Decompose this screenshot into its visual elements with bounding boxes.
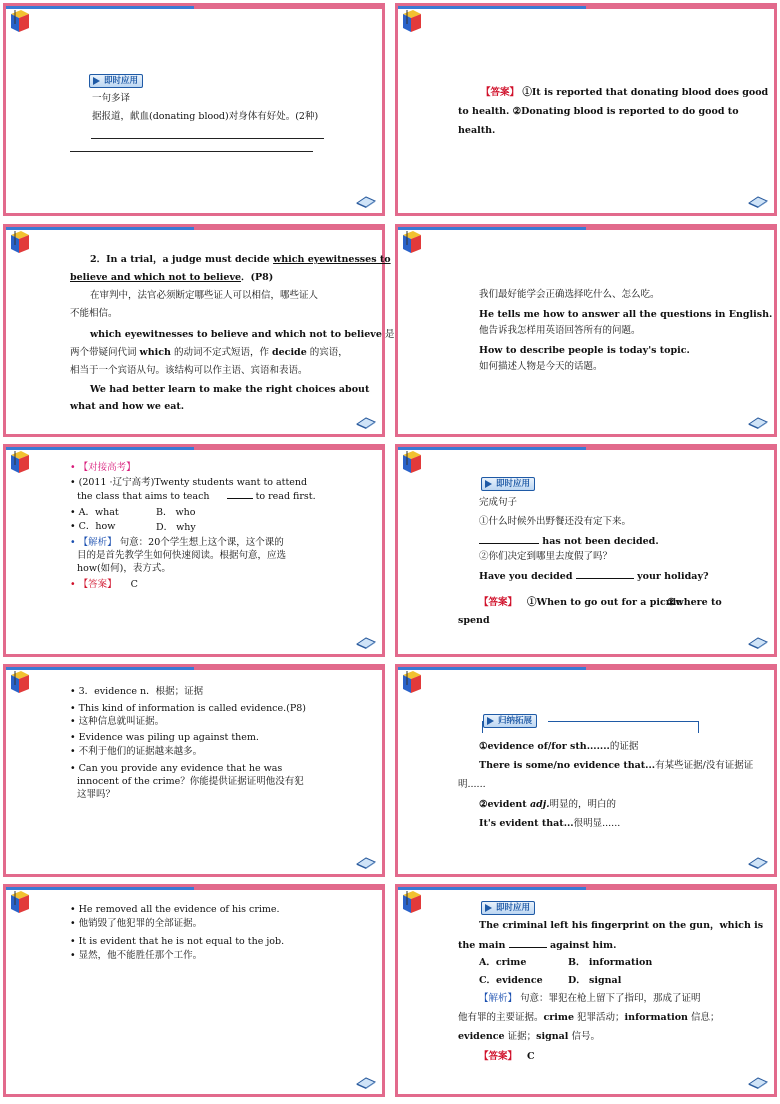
answer-label: 【答案】 [479, 597, 518, 608]
text-line: health. [458, 125, 496, 136]
text-span: 句意：20个学生想上这个课，这个课的 [116, 537, 284, 548]
book-icon[interactable] [356, 855, 376, 869]
text-span: has not been decided. [539, 536, 659, 547]
book-icon[interactable] [748, 1075, 768, 1089]
text-span: It's evident that... [479, 818, 574, 829]
slide-topbar [398, 447, 774, 450]
text-line [479, 569, 709, 583]
cube-logo-icon [9, 229, 31, 255]
slide-topbar [398, 6, 774, 9]
tag-label: 即时应用 [89, 74, 143, 88]
text-line: 不能相信。 [70, 308, 118, 319]
cube-logo-icon [401, 449, 423, 475]
slide-9 [3, 884, 385, 1097]
option: • A．what [70, 507, 119, 518]
text-span: which [139, 347, 171, 358]
text-line [70, 271, 273, 284]
text-span: This kind of information is called evidence.(P8) [78, 703, 306, 714]
text-span: which eyewitnesses to believe and which not to believe [90, 329, 382, 340]
option: C．evidence [479, 975, 543, 986]
text-line: • 【答案】 C [70, 579, 138, 590]
slide-10 [395, 884, 777, 1097]
slide-topbar [6, 227, 382, 230]
text-span: Have you decided [479, 571, 576, 582]
answer-value: C [527, 1051, 535, 1062]
cube-logo-icon [401, 8, 423, 34]
text-span: There is some/no evidence that... [479, 760, 656, 771]
text-line: 我们最好能学会正确选择吃什么、怎么吃。 [479, 289, 660, 300]
text-span: 是 [381, 329, 395, 340]
text-span: 有某些证据/没有证据证 [655, 760, 754, 771]
text-line: • 他销毁了他犯罪的全部证据。 [70, 918, 203, 929]
cube-logo-icon [9, 669, 31, 695]
option: D． signal [568, 975, 622, 986]
slide-7 [3, 664, 385, 877]
text-line [479, 759, 753, 772]
text-line [90, 253, 391, 266]
slide-topbar [6, 447, 382, 450]
text-span: 信号。 [568, 1031, 600, 1042]
text-line: 目的是首先教学生如何快速阅读。根据句意，应选 [77, 550, 287, 561]
text-span: 信息； [687, 1012, 720, 1023]
tag-label: 归纳拓展 [483, 714, 537, 728]
text-line: • 这种信息就叫证据。 [70, 716, 165, 727]
cube-logo-icon [9, 449, 31, 475]
text-span: C．how [78, 521, 116, 532]
book-icon[interactable] [748, 635, 768, 649]
answer-text: ①When to go out for a picnic [526, 597, 683, 608]
option: B． information [568, 957, 653, 968]
text-span: evidence [458, 1031, 505, 1042]
slide-topbar [398, 667, 774, 670]
text-line: how(如何)，表方式。 [77, 563, 171, 574]
text-span: 不利于他们的证据越来越多。 [78, 746, 203, 757]
text-line: We had better learn to make the right choices about [90, 384, 370, 395]
answer-label: 【答案】 [479, 1051, 518, 1062]
text-line: 这罪吗？ [77, 789, 116, 800]
answer-value: C [130, 579, 138, 590]
text-span: crime [543, 1012, 575, 1023]
text-line: He tells me how to answer all the questions in English. [479, 309, 773, 320]
text-line [458, 938, 616, 952]
text-span: ．(P8) [241, 272, 274, 283]
text-line: 明...... [458, 779, 486, 790]
text-span: He removed all the evidence of his crime. [78, 904, 280, 915]
text-span: 很明显...... [573, 818, 621, 829]
text-span: decide [271, 347, 307, 358]
text-span: 2．In a trial，a judge must decide [90, 254, 274, 265]
option: D． why [156, 522, 196, 533]
text-line [458, 1030, 600, 1043]
book-icon[interactable] [356, 635, 376, 649]
text-span: 这种信息就叫证据。 [78, 716, 165, 727]
text-span: information [624, 1012, 688, 1023]
tag-label: 即时应用 [481, 477, 535, 491]
text-line: innocent of the crime？你能提供证据证明他没有犯 [77, 776, 304, 787]
text-line: • Can you provide any evidence that he was [70, 763, 283, 774]
text-line: 相当于一个宾语从句。该结构可以作主语、宾语和表语。 [70, 365, 308, 376]
text-span: 证据； [504, 1031, 537, 1042]
text-span: 的宾语， [306, 347, 348, 358]
text-line [479, 992, 701, 1005]
text-span: to read first. [252, 491, 316, 502]
text-line: 据报道，献血(donating blood)对身体有好处。(2种) [92, 111, 319, 122]
text-span: ①evidence of/for sth....... [479, 741, 610, 752]
text-span: adj. [529, 799, 550, 810]
text-span: 3．evidence n．根据；证据 [78, 686, 204, 697]
text-span: your holiday? [633, 571, 709, 582]
text-line: • (2011 ·辽宁高考)Twenty students want to attend [70, 477, 308, 488]
answer-text: ①It is reported that donating blood does good [522, 87, 769, 98]
slide-topbar [6, 887, 382, 890]
text-line [458, 1011, 719, 1024]
book-icon[interactable] [748, 415, 768, 429]
slide-3 [3, 224, 395, 437]
analysis-label: 【解析】 [78, 537, 117, 548]
text-line [479, 596, 682, 609]
text-line: ②where to [667, 597, 722, 608]
text-line: How to describe people is today's topic. [479, 345, 690, 356]
analysis-label: 【解析】 [479, 993, 518, 1004]
bracket-line [548, 721, 698, 722]
book-icon[interactable] [356, 415, 376, 429]
slide-4 [395, 224, 777, 437]
text-span: 明显的，明白的 [549, 799, 617, 810]
text-span: the main [458, 940, 509, 951]
option: A．crime [479, 957, 527, 968]
text-span: 显然，他不能胜任那个工作。 [78, 950, 203, 961]
text-span: Can you provide any evidence that he was [78, 763, 283, 774]
text-line: spend [458, 615, 490, 626]
text-line: 完成句子 [479, 497, 518, 508]
slide-1 [3, 3, 385, 216]
text-span: Evidence was piling up against them. [78, 732, 259, 743]
cube-logo-icon [9, 8, 31, 34]
text-line: • This kind of information is called evidence.(P8) [70, 703, 306, 714]
text-line: • 不利于他们的证据越来越多。 [70, 746, 203, 757]
bracket-tick [698, 721, 699, 733]
slide-topbar [6, 6, 382, 9]
text-line: • 3．evidence n．根据；证据 [70, 686, 204, 697]
text-span: the class that aims to teach [77, 491, 213, 502]
text-span: 两个带疑问代词 [70, 347, 140, 358]
text-line: ①什么时候外出野餐还没有定下来。 [479, 516, 632, 527]
book-icon[interactable] [356, 194, 376, 208]
text-span: (2011 ·辽宁高考)Twenty students want to attend [78, 477, 308, 488]
slide-5 [3, 444, 385, 657]
text-span: believe and which not to believe [70, 272, 242, 283]
text-span: 的动词不定式短语，作 [170, 347, 272, 358]
text-span: 犯罪活动； [574, 1012, 625, 1023]
book-icon[interactable] [748, 855, 768, 869]
text-span: A．what [78, 507, 119, 518]
text-span: 句意：罪犯在枪上留下了指印，那成了证明 [517, 993, 701, 1004]
text-line: 如何描述人物是今天的话题。 [479, 361, 603, 372]
text-span: which eyewitnesses to [273, 254, 391, 265]
text-line: • 显然，他不能胜任那个工作。 [70, 950, 203, 961]
text-line [481, 86, 768, 99]
text-line: 一句多译 [92, 93, 131, 104]
text-line [479, 817, 620, 830]
slide-topbar [398, 887, 774, 890]
text-span: 【对接高考】 [78, 462, 136, 473]
text-span: against him. [546, 940, 617, 951]
option: B． who [156, 507, 196, 518]
answer-line [91, 138, 324, 139]
blank-line [509, 938, 547, 948]
book-icon[interactable] [356, 1075, 376, 1089]
text-span: 的证据 [609, 741, 639, 752]
text-span: 他有罪的主要证据。 [458, 1012, 544, 1023]
text-line: 他告诉我怎样用英语回答所有的问题。 [479, 325, 641, 336]
text-span: signal [536, 1031, 569, 1042]
cube-logo-icon [401, 889, 423, 915]
answer-label: 【答案】 [481, 87, 520, 98]
blank-line [576, 569, 634, 579]
text-line [90, 328, 394, 341]
cube-logo-icon [9, 889, 31, 915]
answer-label: 【答案】 [78, 579, 117, 590]
text-line [479, 740, 638, 753]
text-span: ②evident [479, 799, 530, 810]
slide-topbar [6, 667, 382, 670]
bracket-tick [482, 721, 483, 733]
text-line: to health. ②Donating blood is reported to do good to [458, 106, 739, 117]
heading: • 【对接高考】 [70, 462, 136, 473]
slide-2 [395, 3, 777, 216]
tag-label: 即时应用 [481, 901, 535, 915]
slide-8 [395, 664, 777, 877]
text-line: The criminal left his fingerprint on the gun，which is [479, 920, 764, 931]
blank-line [479, 534, 539, 544]
cube-logo-icon [401, 229, 423, 255]
text-line [479, 798, 616, 811]
text-span: It is evident that he is not equal to the job. [78, 936, 285, 947]
slide-6 [395, 444, 777, 657]
text-line: • Evidence was piling up against them. [70, 732, 259, 743]
text-line: • 【解析】 句意：20个学生想上这个课，这个课的 [70, 537, 284, 548]
text-line: what and how we eat. [70, 401, 185, 412]
text-line: ②你们决定到哪里去度假了吗？ [479, 551, 613, 562]
text-span: 他销毁了他犯罪的全部证据。 [78, 918, 203, 929]
slide-topbar [398, 227, 774, 230]
option: • C．how [70, 521, 116, 532]
text-line [77, 489, 316, 503]
text-line: • It is evident that he is not equal to the job. [70, 936, 285, 947]
text-line [70, 346, 348, 359]
blank-line [227, 489, 253, 499]
answer-line [70, 151, 313, 152]
text-line [479, 1050, 535, 1063]
book-icon[interactable] [748, 194, 768, 208]
text-line [479, 534, 659, 548]
text-line: 在审判中，法官必须断定哪些证人可以相信，哪些证人 [90, 290, 319, 301]
text-line: • He removed all the evidence of his crime. [70, 904, 280, 915]
cube-logo-icon [401, 669, 423, 695]
